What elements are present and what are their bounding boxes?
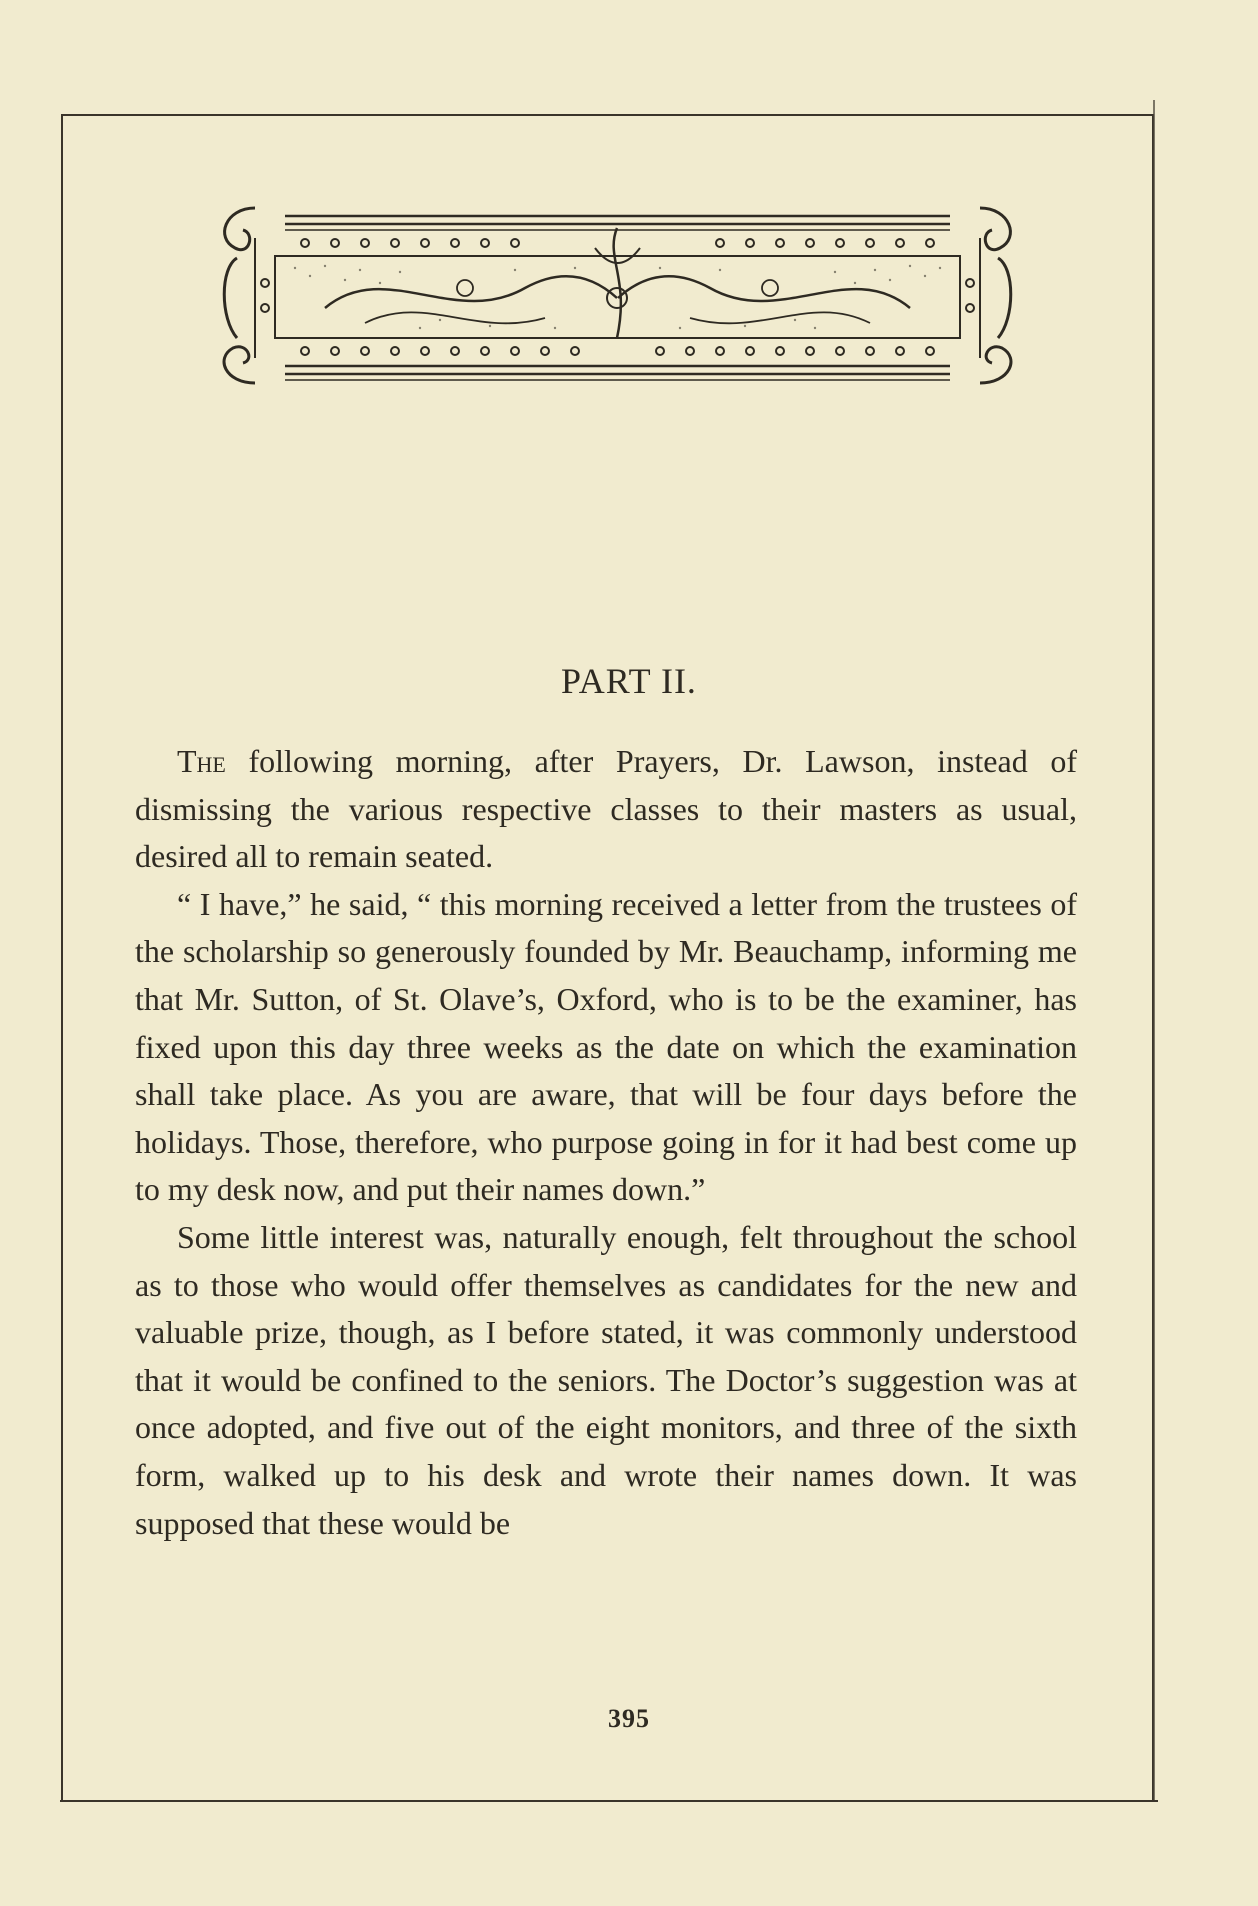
part-heading: PART II. <box>561 661 697 701</box>
paragraph-2: “ I have,” he said, “ this morning received a letter from the trustees of the scholarship so generously founded by Mr. Beauchamp, informing me that Mr. Sutton, of St. Olave’s, Oxford, who is to be the examiner, has fixed upon this day three weeks as the date on which the examination shall take place. As you are aware, that will be four days before the holidays. Those, therefore, who purpose going in for it had best come up to my desk now, and put their names down.” <box>135 885 1077 1208</box>
drop-lead-word: The <box>177 743 226 779</box>
paragraph-1 <box>135 738 1077 881</box>
paragraph-3: Some little interest was, naturally enough, felt throughout the school as to those who would offer themselves as candidates for the new and valuable prize, though, as I before stated, it was commonly understood that it would be confined to the seniors. The Doctor’s suggestion was at once adopted, and five out of the eight monitors, and three of the sixth form, walked up to his desk and wrote their names down. It was supposed that these would be <box>135 1218 1077 1541</box>
paragraph-1-text: following morning, after Prayers, Dr. Lawson, instead of dismissing the various respective classes to their masters as usual, desired all to remain seated. <box>135 743 1077 875</box>
decorative-headpiece-icon <box>215 188 1020 408</box>
border-bottom-edge <box>60 1800 1158 1802</box>
page-number: 395 <box>608 1704 650 1733</box>
border-right-edge <box>1153 100 1155 1800</box>
body-text <box>135 738 1077 1547</box>
